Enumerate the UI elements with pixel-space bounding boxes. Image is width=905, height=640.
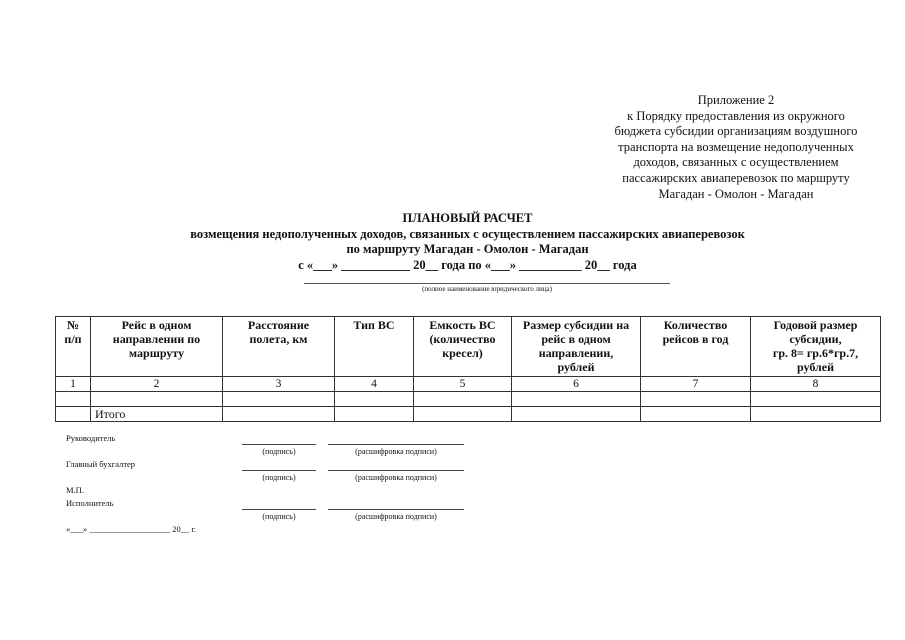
appendix-line: Приложение 2 <box>697 93 775 107</box>
org-name-line[interactable] <box>304 283 670 284</box>
table-cell[interactable] <box>512 407 641 422</box>
decode-caption: (расшифровка подписи) <box>355 512 437 521</box>
title-heading: ПЛАНОВЫЙ РАСЧЕТ <box>402 211 533 225</box>
table-cell[interactable] <box>56 407 91 422</box>
table-cell[interactable] <box>56 392 91 407</box>
appendix-note <box>590 93 882 202</box>
total-row <box>56 407 881 422</box>
head-signature-line[interactable] <box>242 444 316 445</box>
title-route: по маршруту Магадан - Омолон - Магадан <box>346 242 589 256</box>
header-capacity: Емкость ВС (количество кресел) <box>414 317 512 377</box>
table-cell[interactable] <box>335 407 414 422</box>
table-cell[interactable] <box>223 407 335 422</box>
accountant-signature-line[interactable] <box>242 470 316 471</box>
accountant-label: Главный бухгалтер <box>66 459 136 469</box>
total-label: Итого <box>91 407 223 422</box>
header-flight: Рейс в одном направлении по маршруту <box>91 317 223 377</box>
signature-caption: (подпись) <box>262 512 296 521</box>
column-number: 1 <box>56 377 91 392</box>
date-line[interactable]: «___» ___________________ 20__ г. <box>66 524 197 534</box>
table-cell[interactable] <box>414 392 512 407</box>
table-cell[interactable] <box>414 407 512 422</box>
header-aircraft-type: Тип ВС <box>335 317 414 377</box>
accountant-decode-line[interactable] <box>328 470 464 471</box>
column-number: 3 <box>223 377 335 392</box>
decode-caption: (расшифровка подписи) <box>355 473 437 482</box>
table-cell[interactable] <box>335 392 414 407</box>
appendix-line: транспорта на возмещение недополученных <box>618 139 854 154</box>
appendix-line: пассажирских авиаперевозок по маршруту <box>622 170 850 185</box>
column-number-row <box>56 377 881 392</box>
title-subheading: возмещения недополученных доходов, связанных с осуществлением пассажирских авиаперевозок <box>190 226 745 241</box>
header-row <box>56 317 881 377</box>
executor-decode-line[interactable] <box>328 509 464 510</box>
header-number: № п/п <box>56 317 91 377</box>
column-number: 4 <box>335 377 414 392</box>
executor-label: Исполнитель <box>66 498 114 508</box>
header-annual-subsidy: Годовой размер субсидии, гр. 8= гр.6*гр.7, рублей <box>751 317 881 377</box>
table-cell[interactable] <box>751 392 881 407</box>
stamp-label: М.П. <box>66 485 84 495</box>
column-number: 2 <box>91 377 223 392</box>
header-subsidy-per-flight: Размер субсидии на рейс в одном направлении, рублей <box>512 317 641 377</box>
column-number: 6 <box>512 377 641 392</box>
title-period: с «___» ___________ 20__ года по «___» __________ 20__ года <box>298 257 637 272</box>
org-name-caption: (полное наименование юридического лица) <box>422 285 552 293</box>
column-number: 8 <box>751 377 881 392</box>
signature-caption: (подпись) <box>262 447 296 456</box>
table-cell[interactable] <box>91 392 223 407</box>
appendix-line: Магадан - Омолон - Магадан <box>658 186 814 201</box>
appendix-line: бюджета субсидии организациям воздушного <box>614 124 858 139</box>
appendix-line: доходов, связанных с осуществлением <box>633 155 839 170</box>
column-number: 5 <box>414 377 512 392</box>
head-decode-line[interactable] <box>328 444 464 445</box>
header-flights-per-year: Количество рейсов в год <box>641 317 751 377</box>
header-distance: Расстояние полета, км <box>223 317 335 377</box>
signature-caption: (подпись) <box>262 473 296 482</box>
table-cell[interactable] <box>641 407 751 422</box>
table-cell[interactable] <box>751 407 881 422</box>
document-title <box>80 211 855 273</box>
decode-caption: (расшифровка подписи) <box>355 447 437 456</box>
table-cell[interactable] <box>512 392 641 407</box>
plan-table <box>55 316 881 422</box>
executor-signature-line[interactable] <box>242 509 316 510</box>
table-cell[interactable] <box>223 392 335 407</box>
head-label: Руководитель <box>66 433 116 443</box>
appendix-line: к Порядку предоставления из окружного <box>627 108 845 123</box>
table-cell[interactable] <box>641 392 751 407</box>
table-row <box>56 392 881 407</box>
column-number: 7 <box>641 377 751 392</box>
